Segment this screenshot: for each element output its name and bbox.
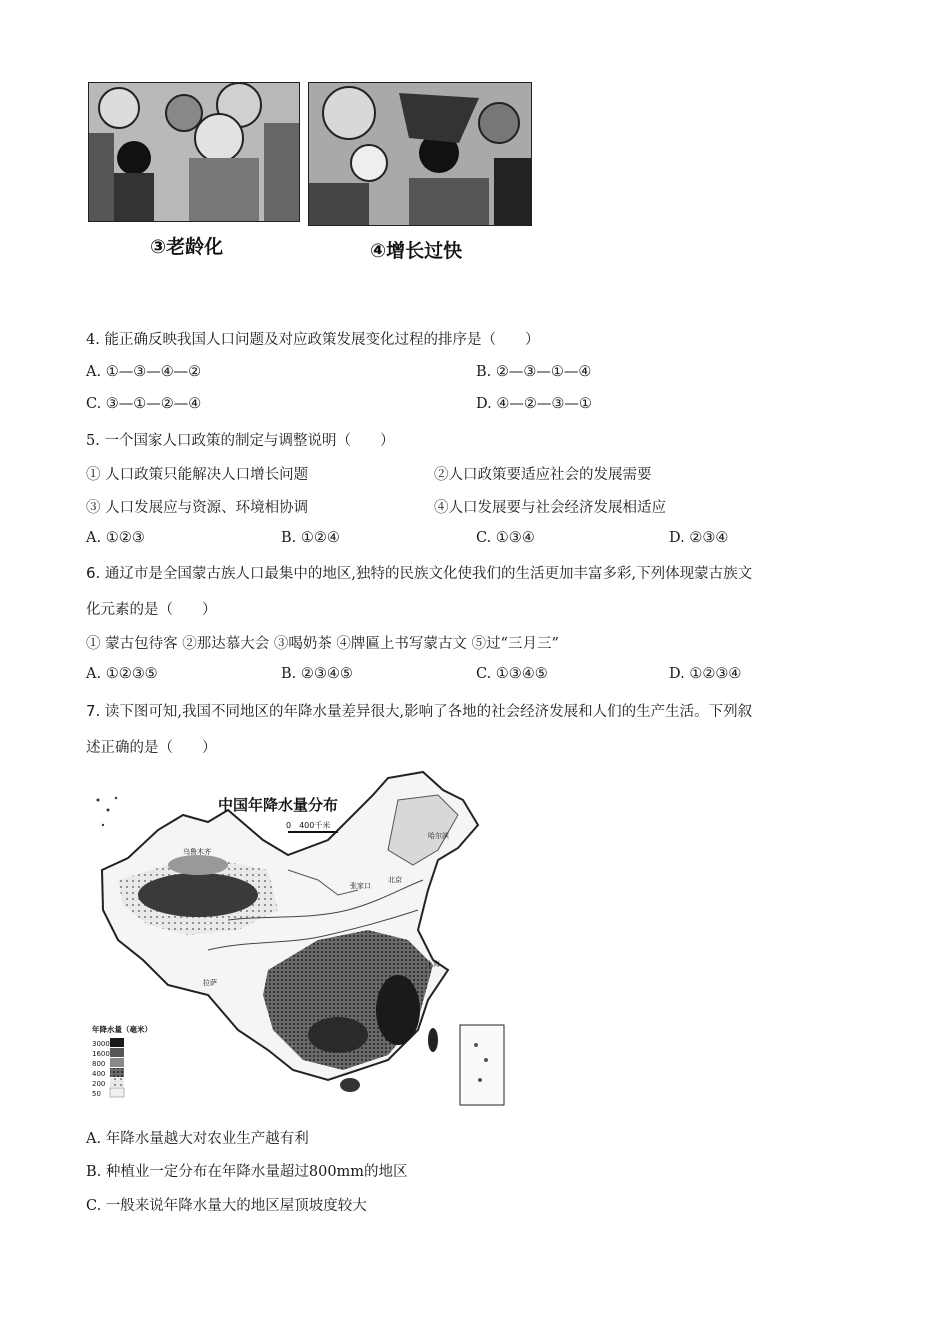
q7-option-a[interactable]: A. 年降水量越大对农业生产越有利	[86, 1131, 309, 1147]
q5-statement-2: ②人口政策要适应社会的发展需要	[434, 467, 652, 483]
label-zhangjiakou: 张家口	[350, 882, 371, 890]
q5-statement-1: ① 人口政策只能解决人口增长问题	[86, 467, 309, 483]
q5-statement-3: ③ 人口发展应与资源、环境相协调	[86, 500, 309, 516]
map-title: 中国年降水量分布	[218, 796, 339, 814]
aging-cartoon-image	[88, 82, 300, 222]
q5-statement-4: ④人口发展要与社会经济发展相适应	[434, 500, 666, 516]
label-harbin: 哈尔滨	[428, 832, 449, 840]
q6-option-b[interactable]: B. ②③④⑤	[281, 666, 353, 682]
legend-value: 1600	[92, 1050, 110, 1058]
q5-option-c[interactable]: C. ①③④	[476, 530, 535, 546]
q4-option-a[interactable]: A. ①—③—④—②	[86, 364, 202, 380]
q6-option-a[interactable]: A. ①②③⑤	[86, 666, 158, 682]
q5-option-d[interactable]: D. ②③④	[669, 530, 729, 546]
caption-aging: ③老龄化	[150, 236, 224, 258]
label-lhasa: 拉萨	[203, 979, 217, 987]
q6-option-c[interactable]: C. ①③④⑤	[476, 666, 548, 682]
legend-value: 800	[92, 1060, 106, 1068]
question-7-stem-line1	[86, 700, 752, 721]
question-6-stem-line1	[86, 562, 752, 583]
q6-items: ① 蒙古包待客 ②那达慕大会 ③喝奶茶 ④牌匾上书写蒙古文 ⑤过“三月三”	[86, 636, 559, 652]
question-7-stem-line2: 述正确的是（ ）	[86, 740, 217, 756]
legend-value: 400	[92, 1070, 106, 1078]
question-5-stem: 5. 一个国家人口政策的制定与调整说明（ ）	[86, 433, 395, 449]
legend-value: 50	[92, 1090, 101, 1098]
q6-option-d[interactable]: D. ①②③④	[669, 666, 742, 682]
q5-option-b[interactable]: B. ①②④	[281, 530, 340, 546]
south-china-sea-inset	[460, 1025, 504, 1105]
q7-option-c[interactable]: C. 一般来说年降水量大的地区屋顶坡度较大	[86, 1198, 367, 1214]
legend-title: 年降水量（毫米）	[92, 1025, 152, 1034]
question-4-stem: 4. 能正确反映我国人口问题及对应政策发展变化过程的排序是（ ）	[86, 332, 540, 348]
legend-value: 200	[92, 1080, 106, 1088]
legend-value: 3000	[92, 1040, 110, 1048]
q4-option-b[interactable]: B. ②—③—①—④	[476, 364, 592, 380]
question-6-stem-line2: 化元素的是（ ）	[86, 602, 217, 618]
q5-option-a[interactable]: A. ①②③	[86, 530, 145, 546]
map-scale: 0 400千米	[286, 821, 331, 830]
q7-option-b[interactable]: B. 种植业一定分布在年降水量超过800mm的地区	[86, 1164, 408, 1180]
q7-number: 7.	[86, 702, 101, 720]
label-shanghai: 上海	[426, 960, 440, 968]
q4-option-d[interactable]: D. ④—②—③—①	[476, 396, 592, 412]
q6-text-line1: 通辽市是全国蒙古族人口最集中的地区,独特的民族文化使我们的生活更加丰富多彩,下列体现蒙古族文	[100, 566, 753, 582]
q7-text-line1: 读下图可知,我国不同地区的年降水量差异很大,影响了各地的社会经济发展和人们的生产生活。下列叙	[100, 704, 753, 720]
caption-overgrowth: ④增长过快	[370, 240, 463, 262]
label-beijing: 北京	[388, 876, 402, 884]
q6-number: 6.	[86, 564, 101, 582]
label-urumqi: 乌鲁木齐	[183, 848, 211, 856]
overgrowth-cartoon-image	[308, 82, 532, 226]
q4-option-c[interactable]: C. ③—①—②—④	[86, 396, 202, 412]
china-precipitation-map	[88, 770, 506, 1110]
